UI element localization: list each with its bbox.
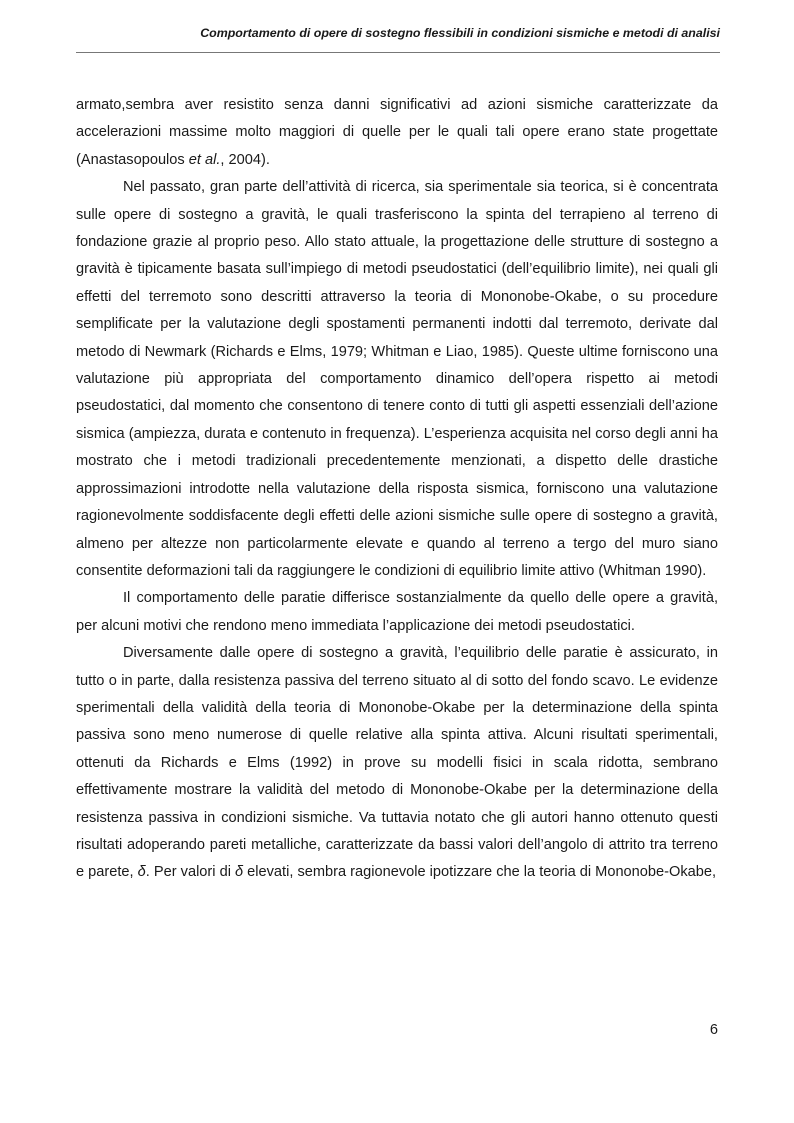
paragraph-4-segment-1: Diversamente dalle opere di sostegno a gravità, l’equilibrio delle paratie è assicurato, in tutto o in parte, dalla resistenza passiva del terreno situato al di sotto del fondo scavo. Le evidenze sperimentali della validità della teoria di Mononobe-Okabe per la determinazione della spinta passiva sono meno numerose di quelle relative alla spinta attiva. Alcuni risultati sperimentali, ottenuti da Richards e Elms (1992) in prove su modelli fisici in scala ridotta, sembrano effettivamente mostrare la validità del metodo di Mononobe-Okabe per la determinazione della resistenza passiva in condizioni sismiche. Va tuttavia notato che gli autori hanno ottenuto questi risultati adoperando pareti metalliche, caratterizzate da bassi valori dell’angolo di attrito tra terreno e parete, — [76, 645, 718, 881]
running-header — [76, 26, 720, 53]
page-number: 6 — [709, 1022, 718, 1038]
paragraph-3 — [76, 585, 718, 640]
paragraph-3-segment-1: Il comportamento delle paratie differisce sostanzialmente da quello delle opere a gravità, per alcuni motivi che rendono meno immediata l’applicazione dei metodi pseudostatici. — [76, 590, 718, 634]
paragraph-4-segment-2: δ — [137, 864, 146, 881]
paragraph-1-segment-3: , 2004). — [220, 151, 270, 168]
paragraph-1-segment-2: et al. — [188, 151, 221, 168]
body-text — [76, 92, 718, 887]
paragraph-1-segment-1: armato,sembra aver resistito senza danni significativi ad azioni sismiche caratterizzate da accelerazioni massime molto maggiori di quelle per le quali tali opere erano state progettate (Anastasopoulos — [76, 97, 718, 168]
paragraph-4-segment-4: δ — [235, 864, 244, 881]
paragraph-4-segment-3: . Per valori di — [145, 864, 235, 881]
paragraph-2-segment-1: Nel passato, gran parte dell’attività di ricerca, sia sperimentale sia teorica, si è concentrata sulle opere di sostegno a gravità, le quali trasferiscono la spinta del terrapieno al terreno di fondazione grazie al proprio peso. Allo stato attuale, la progettazione delle strutture di sostegno a gravità è tipicamente basata sull’impiego di metodi pseudostatici (dell’equilibrio limite), nei quali gli effetti del terremoto sono descritti attraverso la teoria di Mononobe-Okabe, o su procedure semplificate per la valutazione degli spostamenti permanenti indotti dal terremoto, derivate dal metodo di Newmark (Richards e Elms, 1979; Whitman e Liao, 1985). Queste ultime forniscono una valutazione più appropriata del comportamento dinamico dell’opera rispetto ai metodi pseudostatici, dal momento che consentono di tenere conto di tutti gli aspetti essenziali dell’azione sismica (ampiezza, durata e contenuto in frequenza). L’esperienza acquisita nel corso degli anni ha mostrato che i metodi tradizionali precedentemente menzionati, a dispetto delle drastiche approssimazioni introdotte nella valutazione della risposta sismica, forniscono una valutazione ragionevolmente soddisfacente degli effetti delle azioni sismiche sulle opere di sostegno a gravità, almeno per altezze non particolarmente elevate e quando al terreno a tergo del muro siano consentite deformazioni tali da raggiungere le condizioni di equilibrio limite attivo (Whitman 1990). — [76, 179, 718, 579]
paragraph-2 — [76, 174, 718, 585]
header-title: Comportamento di opere di sostegno flessibili in condizioni sismiche e metodi di analisi — [200, 26, 720, 40]
paragraph-1 — [76, 92, 718, 174]
paragraph-4 — [76, 640, 718, 887]
paragraph-4-segment-5: elevati, sembra ragionevole ipotizzare che la teoria di Mononobe-Okabe, — [243, 864, 717, 881]
